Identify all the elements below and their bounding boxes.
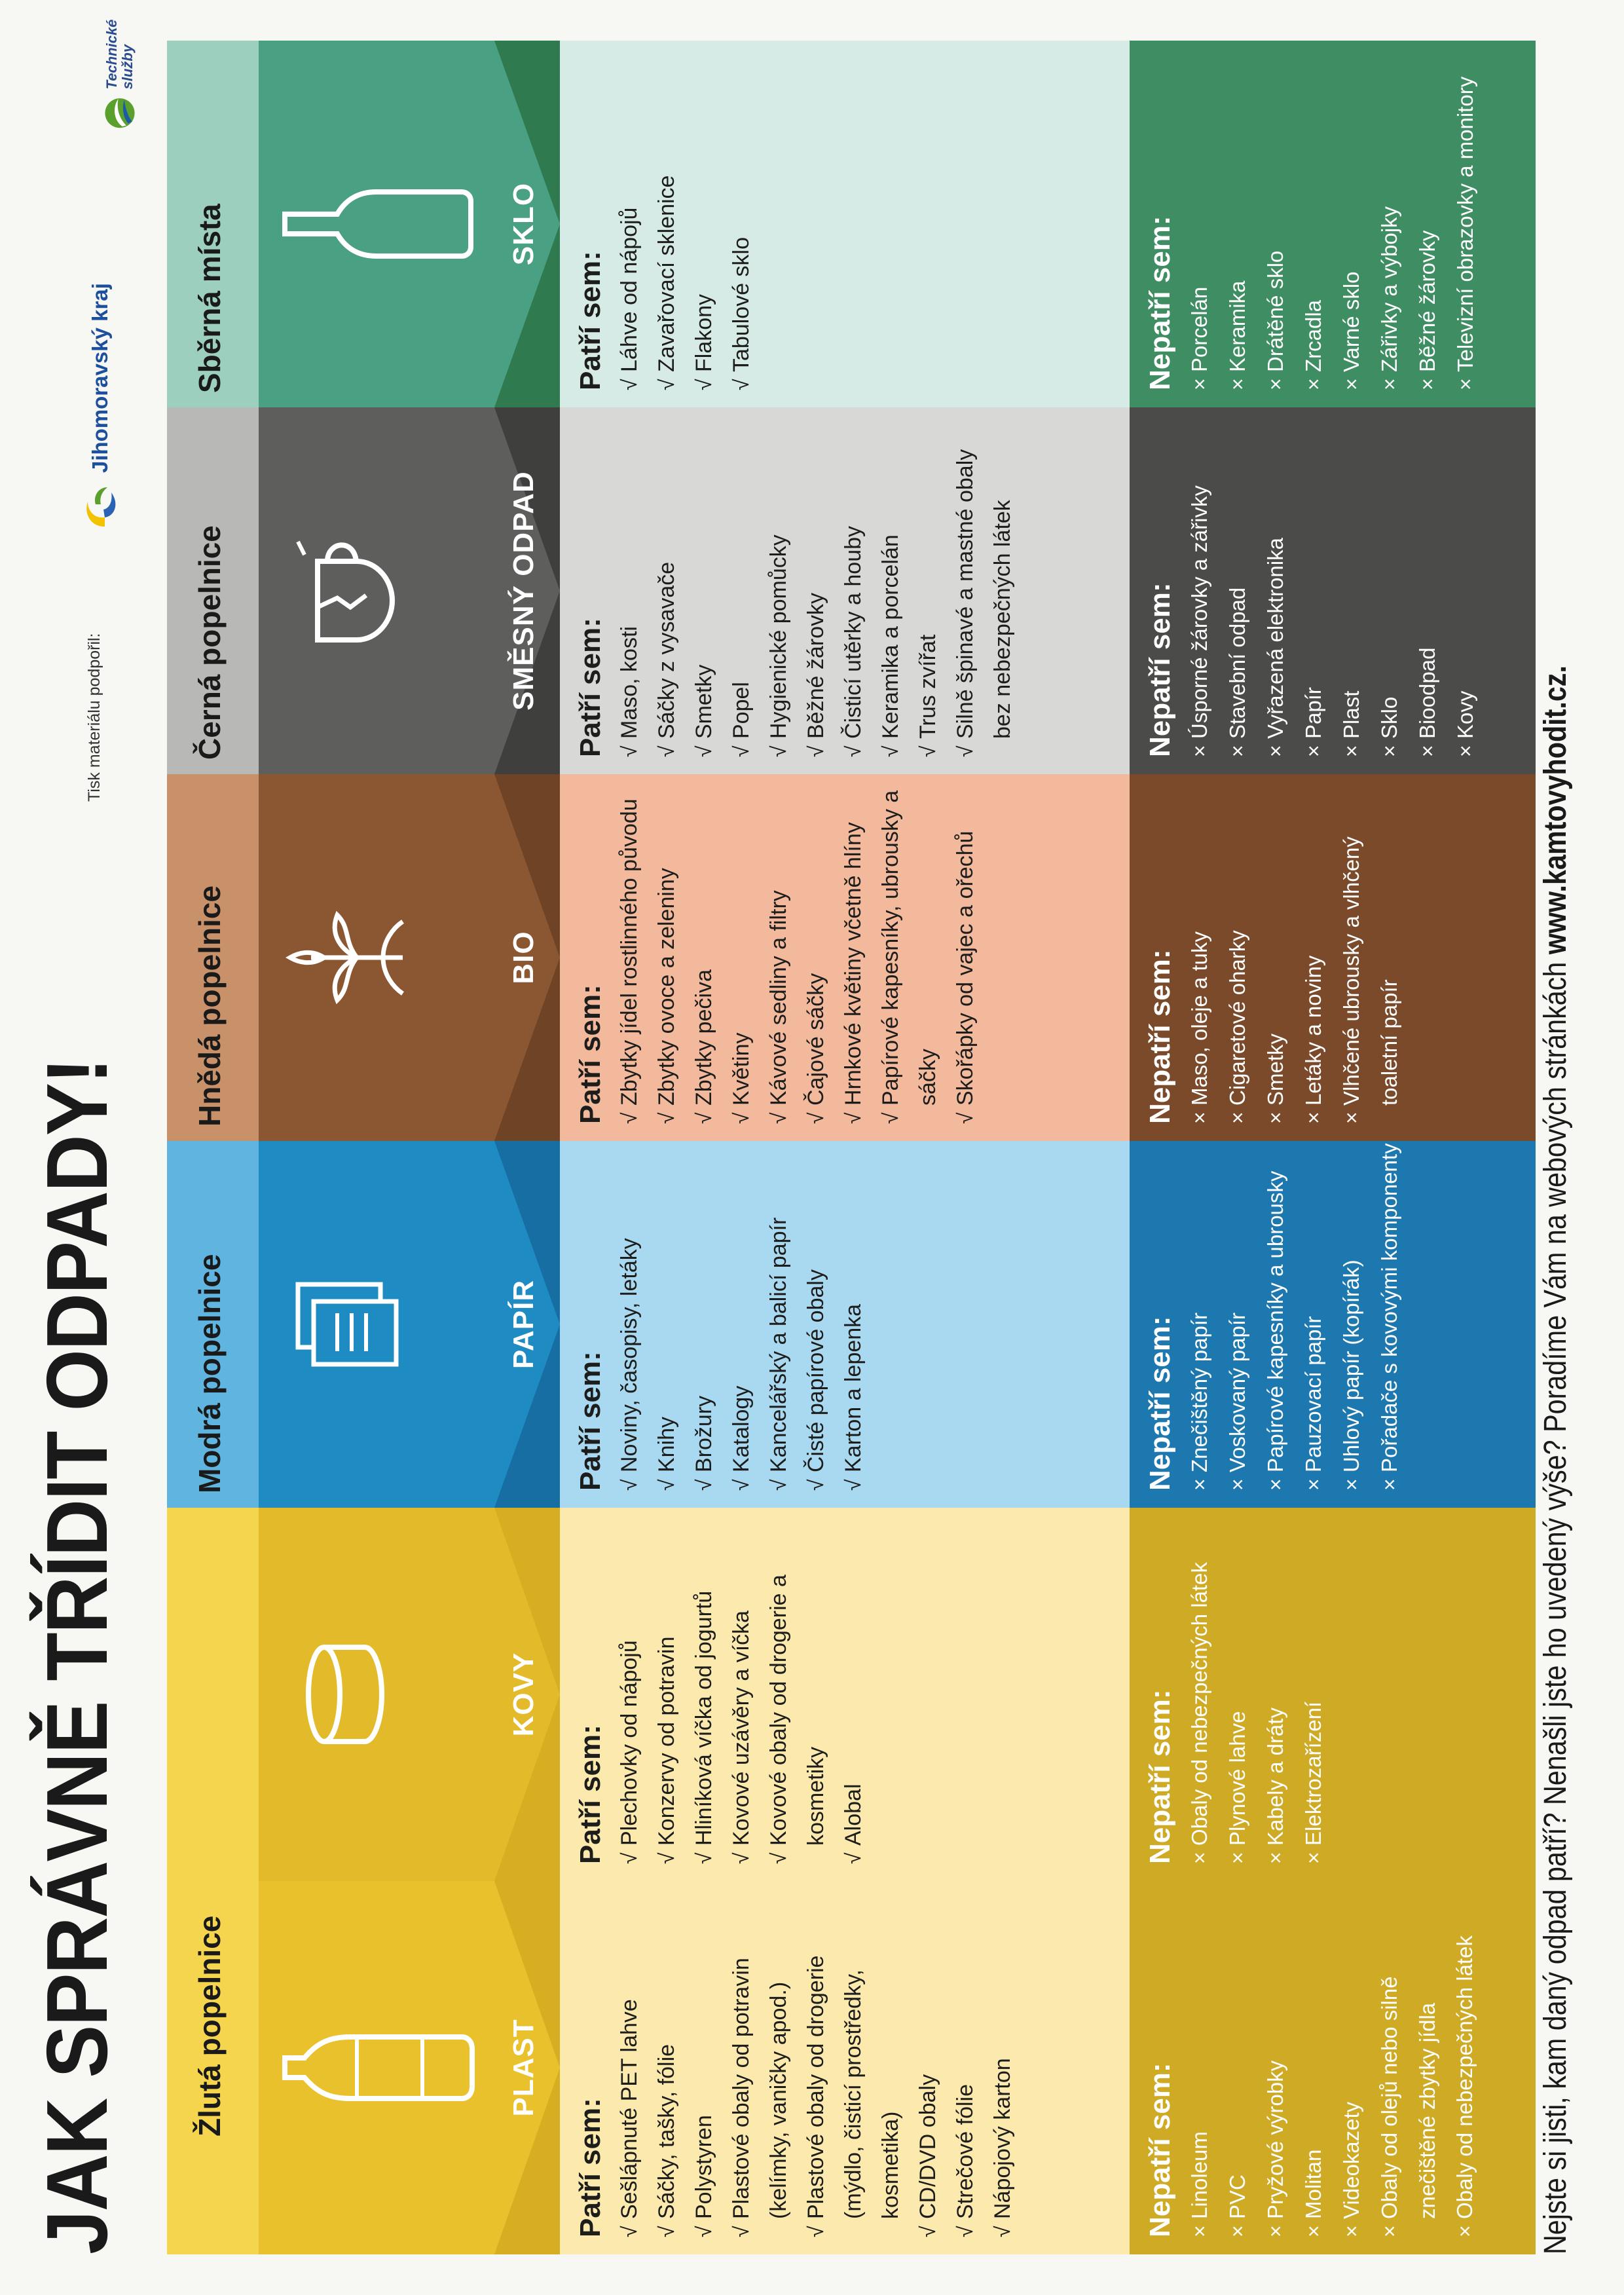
- list-item: ×Stavební odpad: [1225, 587, 1249, 757]
- list-item: ×Obaly od nebezpečných látek: [1187, 1562, 1211, 1864]
- list-item: √Kávové sedliny a filtry: [766, 890, 791, 1124]
- category-plast: PLAST: [507, 2019, 540, 2117]
- forbidden-title: Nepatří sem:: [1144, 215, 1176, 390]
- column-blue-header: [167, 1141, 560, 1508]
- column-brown: [167, 774, 1536, 1141]
- leaf-icon: [285, 902, 409, 1013]
- list-item: ×Pryžové výrobky: [1263, 2060, 1287, 2237]
- column-blue-forbidden: [1130, 1141, 1536, 1508]
- list-item: ×Keramika: [1225, 280, 1249, 390]
- allowed-title: Patří sem:: [574, 251, 606, 390]
- list-item: √Květiny: [729, 1032, 754, 1124]
- bin-name-blue: Modrá popelnice: [193, 1254, 227, 1493]
- column-yellow: [167, 1508, 1536, 2254]
- list-item: ×Letáky a noviny: [1301, 955, 1325, 1124]
- list-item: ×Sklo: [1377, 696, 1401, 757]
- region-logo-icon: [79, 481, 122, 533]
- list-item: ×Varné sklo: [1339, 271, 1363, 390]
- allowed-title: Patří sem:: [574, 618, 606, 757]
- forbidden-list-plast: [1181, 1881, 1484, 2237]
- list-item: √Maso, kosti: [617, 626, 642, 757]
- list-item: ×Elektrozařízení: [1301, 1701, 1325, 1864]
- category-papir: PAPÍR: [507, 1279, 540, 1370]
- broken-cup-icon: [291, 529, 403, 653]
- list-item: ×Pořadače s kovovými komponenty: [1377, 1143, 1401, 1491]
- list-item: ×Televizní obrazovky a monitory: [1453, 76, 1477, 390]
- list-item: √Zbytky ovoce a zeleniny: [654, 868, 679, 1124]
- website-link[interactable]: www.kamtovyhodit.cz.: [1538, 665, 1573, 955]
- list-item: √Zavařovací sklenice: [654, 175, 679, 390]
- list-item: ×Kabely a dráty: [1263, 1707, 1287, 1864]
- forbidden-list-kovy: [1181, 1508, 1333, 1864]
- list-item: √Hygienické pomůcky: [766, 534, 791, 757]
- list-item: ×Běžné žárovky: [1415, 230, 1439, 390]
- list-item: √Čajové sáčky: [803, 973, 828, 1124]
- list-item: ×Pauzovací papír: [1301, 1316, 1325, 1491]
- list-item: √Brožury: [692, 1395, 716, 1491]
- list-item: ×Plynové lahve: [1225, 1711, 1249, 1864]
- list-item: ×Obaly od olejů nebo silně znečištěné zbytky jídla: [1377, 1976, 1439, 2237]
- bin-name-green: Sběrná místa: [193, 204, 227, 393]
- list-item: ×Úsporné žárovky a zářivky: [1187, 485, 1211, 757]
- list-item: ×Obaly od nebezpečných látek: [1452, 1935, 1477, 2237]
- allowed-list-smesny: [611, 407, 1022, 757]
- list-item: ×Zářivky a výbojky: [1377, 206, 1401, 390]
- list-item: ×Zrcadla: [1301, 299, 1325, 390]
- list-item: √Papírové kapesníky, ubrousky a sáčky: [878, 790, 940, 1124]
- services-logo-icon: [97, 96, 143, 130]
- list-item: √Konzervy od potravin: [654, 1636, 679, 1864]
- forbidden-list-smesny: [1181, 407, 1485, 757]
- list-item: √Plechovky od nápojů: [617, 1640, 642, 1864]
- list-item: ×Cigaretové oharky: [1225, 930, 1249, 1124]
- allowed-title: Patří sem:: [574, 984, 606, 1124]
- footer-note: [1538, 665, 1574, 2254]
- services-logo: [97, 0, 143, 130]
- page-title: JAK SPRÁVNĚ TŘÍDIT ODPADY!: [29, 1058, 125, 2254]
- list-item: ×Maso, oleje a tuky: [1187, 931, 1211, 1124]
- column-blue: [167, 1141, 1536, 1508]
- list-item: ×Plast: [1339, 690, 1363, 757]
- allowed-list-papir: [611, 1141, 872, 1491]
- column-brown-allowed: [560, 774, 1130, 1141]
- support-label: Tisk materiálu podpořil:: [85, 633, 103, 802]
- list-item: √CD/DVD obaly: [915, 2074, 940, 2237]
- list-item: √Běžné žárovky: [803, 593, 828, 757]
- column-blue-allowed: [560, 1141, 1130, 1508]
- bin-name-brown: Hnědá popelnice: [193, 885, 227, 1127]
- list-item: √Plastové obaly od drogerie (mýdlo, čisticí prostředky, kosmetika): [803, 1955, 903, 2237]
- list-item: √Sáčky z vysavače: [654, 561, 679, 757]
- footer-text: Nejste si jisti, kam daný odpad patří? Nenašli jste ho uvedený výše? Poradíme Vám na webových stránkách: [1538, 961, 1573, 2254]
- list-item: ×Kovy: [1453, 690, 1477, 757]
- category-bio: BIO: [507, 931, 540, 984]
- paper-stack-icon: [291, 1275, 403, 1373]
- forbidden-title: Nepatří sem:: [1144, 1316, 1176, 1491]
- list-item: √Alobal: [841, 1783, 866, 1864]
- forbidden-title: Nepatří sem:: [1144, 582, 1176, 757]
- list-item: √Katalogy: [729, 1385, 754, 1491]
- list-item: ×Molitan: [1301, 2149, 1325, 2237]
- column-brown-forbidden: [1130, 774, 1536, 1141]
- list-item: √Popel: [729, 682, 754, 757]
- list-item: √Strečové fólie: [953, 2084, 978, 2237]
- list-item: √Noviny, časopisy, letáky: [617, 1238, 642, 1491]
- list-item: √Hliníková víčka od jogurtů: [692, 1590, 716, 1864]
- list-item: ×Drátěné sklo: [1263, 250, 1287, 390]
- list-item: √Kovové uzávěry a víčka: [729, 1610, 754, 1864]
- can-icon: [298, 1639, 396, 1750]
- bottle-icon: [278, 2032, 475, 2104]
- list-item: √Plastové obaly od potravin (kelímky, vaničky apod.): [729, 1958, 791, 2237]
- list-item: ×Smetky: [1263, 1033, 1287, 1124]
- list-item: ×Papír: [1301, 687, 1325, 757]
- list-item: √Hrnkové květiny včetně hlíny: [841, 822, 866, 1124]
- list-item: ×Linoleum: [1187, 2131, 1211, 2237]
- forbidden-list-sklo: [1181, 41, 1485, 390]
- list-item: √Polystyren: [692, 2115, 716, 2237]
- list-item: ×Papírové kapesníky a ubrousky: [1263, 1170, 1287, 1491]
- allowed-list-plast: [611, 1881, 1022, 2237]
- list-item: √Flakony: [692, 293, 716, 390]
- list-item: √Čisticí utěrky a houby: [841, 525, 866, 757]
- list-item: ×Vyřazená elektronika: [1263, 538, 1287, 757]
- column-yellow-header: [167, 1508, 560, 2254]
- column-yellow-forbidden: [1130, 1508, 1536, 2254]
- list-item: √Sešlápnuté PET lahve: [617, 1999, 642, 2237]
- allowed-list-sklo: [611, 41, 760, 390]
- list-item: √Keramika a porcelán: [878, 534, 903, 757]
- forbidden-list-bio: [1181, 774, 1408, 1124]
- list-item: ×PVC: [1225, 2174, 1249, 2237]
- list-item: √Silně špinavé a mastné obaly bez nebezpečných látek: [953, 449, 1015, 757]
- bin-name-yellow: Žlutá popelnice: [193, 1915, 227, 2136]
- category-kovy: KOVY: [507, 1652, 540, 1737]
- column-green-allowed: [560, 41, 1130, 407]
- list-item: √Sáčky, tašky, fólie: [654, 2043, 679, 2237]
- column-brown-header: [167, 774, 560, 1141]
- allowed-title: Patří sem:: [574, 1725, 606, 1864]
- list-item: ×Voskovaný papír: [1225, 1313, 1249, 1491]
- list-item: √Nápojový karton: [990, 2058, 1015, 2237]
- list-item: ×Bioodpad: [1415, 647, 1439, 757]
- list-item: √Kovové obaly od drogerie a kosmetiky: [766, 1575, 828, 1864]
- list-item: √Láhve od nápojů: [617, 207, 642, 390]
- column-gray: [167, 407, 1536, 774]
- list-item: √Zbytky pečiva: [692, 969, 716, 1124]
- category-sklo: SKLO: [507, 182, 540, 266]
- column-green-forbidden: [1130, 41, 1536, 407]
- allowed-list-kovy: [611, 1508, 872, 1864]
- column-gray-forbidden: [1130, 407, 1536, 774]
- column-green: [167, 41, 1536, 407]
- forbidden-title: Nepatří sem:: [1144, 949, 1176, 1124]
- allowed-list-bio: [611, 774, 984, 1124]
- list-item: √Čisté papírové obaly: [803, 1269, 828, 1491]
- list-item: √Tabulové sklo: [729, 236, 754, 390]
- list-item: ×Videokazety: [1339, 2101, 1363, 2237]
- column-gray-allowed: [560, 407, 1130, 774]
- list-item: √Trus zvířat: [915, 634, 940, 757]
- allowed-title: Patří sem:: [574, 2098, 606, 2237]
- column-gray-header: [167, 407, 560, 774]
- category-smesny: SMĚSNÝ ODPAD: [507, 471, 540, 711]
- services-logo-text: Technické služby: [103, 19, 136, 90]
- list-item: √Skořápky od vajec a ořechů: [953, 830, 978, 1124]
- forbidden-title: Nepatří sem:: [1144, 2062, 1176, 2237]
- list-item: ×Vlhčené ubrousky a vlhčený toaletní papír: [1339, 836, 1401, 1124]
- list-item: ×Uhlový papír (kopírák): [1339, 1259, 1363, 1491]
- sponsor-name: Jihomoravský kraj: [88, 283, 112, 473]
- wine-bottle-icon: [278, 185, 475, 263]
- bin-name-gray: Černá popelnice: [193, 525, 227, 760]
- list-item: ×Znečištěný papír: [1187, 1313, 1211, 1491]
- column-yellow-allowed: [560, 1508, 1130, 2254]
- list-item: √Kancelářský a balicí papír: [766, 1217, 791, 1491]
- column-green-header: [167, 41, 560, 407]
- sponsor-logo: [79, 283, 122, 533]
- list-item: √Karton a lepenka: [841, 1303, 866, 1491]
- forbidden-title: Nepatří sem:: [1144, 1689, 1176, 1864]
- list-item: ×Porcelán: [1187, 286, 1211, 390]
- allowed-title: Patří sem:: [574, 1351, 606, 1491]
- list-item: √Smetky: [692, 664, 716, 757]
- list-item: √Zbytky jídel rostlinného původu: [617, 798, 642, 1124]
- forbidden-list-papir: [1181, 1141, 1409, 1491]
- list-item: √Knihy: [654, 1416, 679, 1491]
